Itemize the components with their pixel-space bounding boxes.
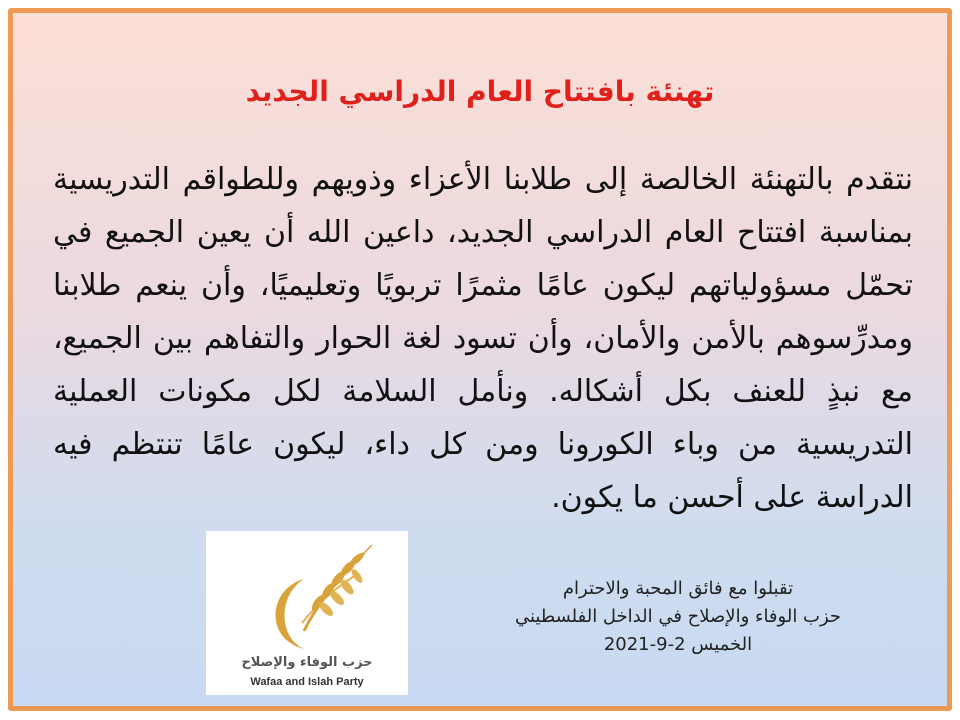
- party-logo: [206, 531, 408, 695]
- document-frame: [8, 8, 952, 711]
- page-title: تهنئة بافتتاح العام الدراسي الجديد: [245, 75, 715, 108]
- logo-arabic-name: حزب الوفاء والإصلاح: [241, 655, 373, 670]
- congratulation-text: نتقدم بالتهنئة الخالصة إلى طلابنا الأعزاء وذويهم وللطواقم التدريسية بمناسبة افتتاح العام الدراسي الجديد، داعين الله أن يعين الجميع في تحمّل مسؤولياتهم ليكون عامًا مثمرًا تربويًا وتعليميًا، وأن ينعم طلابنا ومدرِّسوهم بالأمن والأمان، وأن تسود لغة الحوار والتفاهم بين الجميع، مع نبذٍ للعنف بكل أشكاله. ونأمل السلامة لكل مكونات العملية التدريسية من وباء الكورونا ومن كل داء، ليكون عامًا تنتظم فيه الدراسة على أحسن ما يكون.: [53, 162, 913, 515]
- closing-signature: [453, 575, 903, 659]
- wheat-icon: [206, 531, 408, 695]
- logo-english-name: Wafaa and Islah Party: [250, 676, 364, 688]
- closing-party-name: حزب الوفاء والإصلاح في الداخل الفلسطيني: [514, 606, 842, 627]
- closing-greeting: تقبلوا مع فائق المحبة والاحترام: [562, 578, 794, 599]
- closing-date: الخميس 2-9-2021: [603, 634, 753, 655]
